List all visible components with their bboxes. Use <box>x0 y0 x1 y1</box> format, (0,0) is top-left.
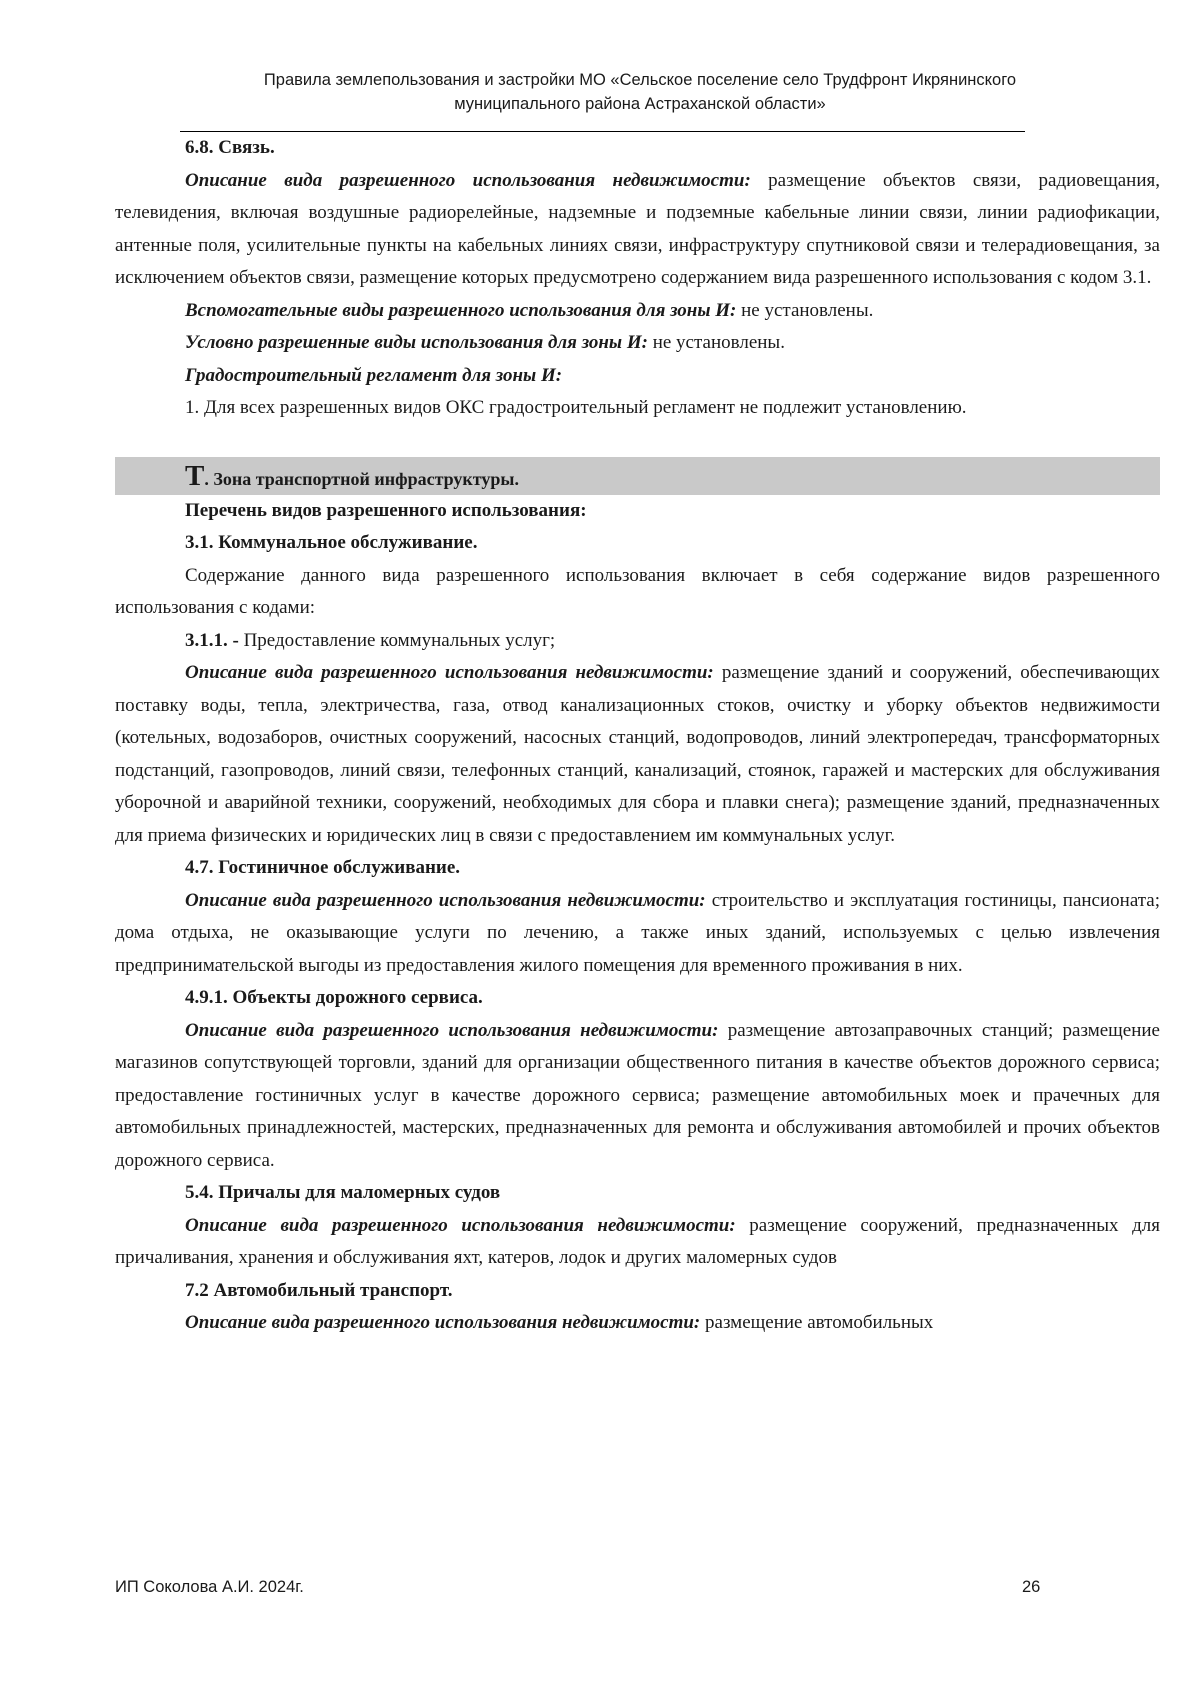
conditional-label: Условно разрешенные виды использования для зоны И: <box>185 332 648 353</box>
section-3-1-title: 3.1. Коммунальное обслуживание. <box>185 532 478 553</box>
section-6-8-description <box>115 165 1160 295</box>
section-4-9-1-description <box>115 1015 1160 1178</box>
description-text: строительство и эксплуатация гостиницы, пансионата; дома отдыха, не оказывающие услуги по лечению, а также иных зданий, используемых с целью извлечения предпринимательской выгоды из предоставления жилого помещения для временного проживания в них. <box>115 889 1161 976</box>
section-3-1-description <box>115 657 1160 852</box>
section-4-9-1-title: 4.9.1. Объекты дорожного сервиса. <box>185 987 483 1008</box>
section-6-8-title: 6.8. Связь. <box>185 137 275 158</box>
description-label: Описание вида разрешенного использования недвижимости: <box>185 1214 736 1236</box>
section-3-1-1 <box>115 625 1160 658</box>
page-number: 26 <box>1022 1578 1041 1596</box>
description-label: Описание вида разрешенного использования недвижимости: <box>185 1312 701 1333</box>
description-text: размещение автомобильных <box>700 1312 934 1333</box>
conditional-uses <box>115 327 1160 360</box>
description-text: размещение объектов связи, радиовещания, телевидения, включая воздушные радиорелейные, надземные и подземные кабельные линии связи, линии радиофикации, антенные поля, усилительные пункты на кабельных линиях связи, инфраструктуру спутниковой связи и телерадиовещания, за исключением объектов связи, размещение которых предусмотрено содержанием вида разрешенного использования с кодом 3.1. <box>115 169 1161 288</box>
description-text: размещение зданий и сооружений, обеспечивающих поставку воды, тепла, электричества, газа, отвод канализационных стоков, очистку и уборку объектов недвижимости (котельных, водозаборов, очистных сооружений, насосных станций, водопроводов, линий электропередач, трансформаторных подстанций, газопроводов, линий связи, телефонных станций, канализаций, стоянок, гаражей и мастерских для обслуживания уборочной и аварийной техники, сооружений, необходимых для сбора и плавки снега); размещение зданий, предназначенных для приема физических и юридических лиц в связи с предоставлением им коммунальных услуг. <box>115 662 1160 846</box>
header-line-1: Правила землепользования и застройки МО «Сельское поселение село Трудфронт Икрянинского <box>263 71 1017 89</box>
description-text: размещение автозаправочных станций; размещение магазинов сопутствующей торговли, зданий для организации общественного питания в качестве объектов дорожного сервиса; предоставление гостиничных услуг в качестве дорожного сервиса; размещение автомобильных моек и прачечных для автомобильных принадлежностей, мастерских, предназначенных для ремонта и обслуживания автомобилей и прочих объектов дорожного сервиса. <box>115 1019 1160 1171</box>
description-label: Описание вида разрешенного использования недвижимости: <box>185 1019 719 1041</box>
description-text: размещение сооружений, предназначенных для причаливания, хранения и обслуживания яхт, катеров, лодок и других маломерных судов <box>115 1214 1160 1268</box>
page-header <box>180 68 1100 116</box>
section-5-4-description <box>115 1210 1160 1275</box>
conditional-text: не установлены. <box>647 332 785 353</box>
zone-letter: Т <box>185 459 205 492</box>
regulation-text: 1. Для всех разрешенных видов ОКС градостроительный регламент не подлежит установлению. <box>185 397 967 418</box>
subsection-text: Предоставление коммунальных услуг; <box>238 629 556 651</box>
zone-title: . Зона транспортной инфраструктуры. <box>204 468 519 489</box>
section-4-7-description <box>115 885 1160 983</box>
regulation-heading <box>115 360 1160 393</box>
auxiliary-uses <box>115 295 1160 328</box>
list-title: Перечень видов разрешенного использования: <box>185 499 587 521</box>
section-5-4-title: 5.4. Причалы для маломерных судов <box>185 1182 501 1203</box>
auxiliary-text: не установлены. <box>736 299 874 321</box>
description-label: Описание вида разрешенного использования недвижимости: <box>185 662 714 683</box>
description-label: Описание вида разрешенного использования недвижимости: <box>185 889 706 911</box>
section-4-7-title: 4.7. Гостиничное обслуживание. <box>185 857 461 878</box>
document-body <box>115 132 1160 1340</box>
auxiliary-label: Вспомогательные виды разрешенного использования для зоны И: <box>185 299 737 321</box>
description-label: Описание вида разрешенного использования недвижимости: <box>185 169 751 191</box>
section-3-1-text: Содержание данного вида разрешенного использования включает в себя содержание видов разрешенного использования с кодами: <box>115 564 1160 618</box>
section-7-2-description <box>115 1307 1160 1340</box>
regulation-label: Градостроительный регламент для зоны И: <box>185 364 563 386</box>
header-line-2: муниципального района Астраханской области» <box>454 95 826 113</box>
footer-author: ИП Соколова А.И. 2024г. <box>115 1578 304 1596</box>
subsection-code: 3.1.1. - <box>185 629 239 651</box>
section-7-2-title: 7.2 Автомобильный транспорт. <box>185 1279 453 1301</box>
zone-heading-bar <box>115 457 1160 495</box>
